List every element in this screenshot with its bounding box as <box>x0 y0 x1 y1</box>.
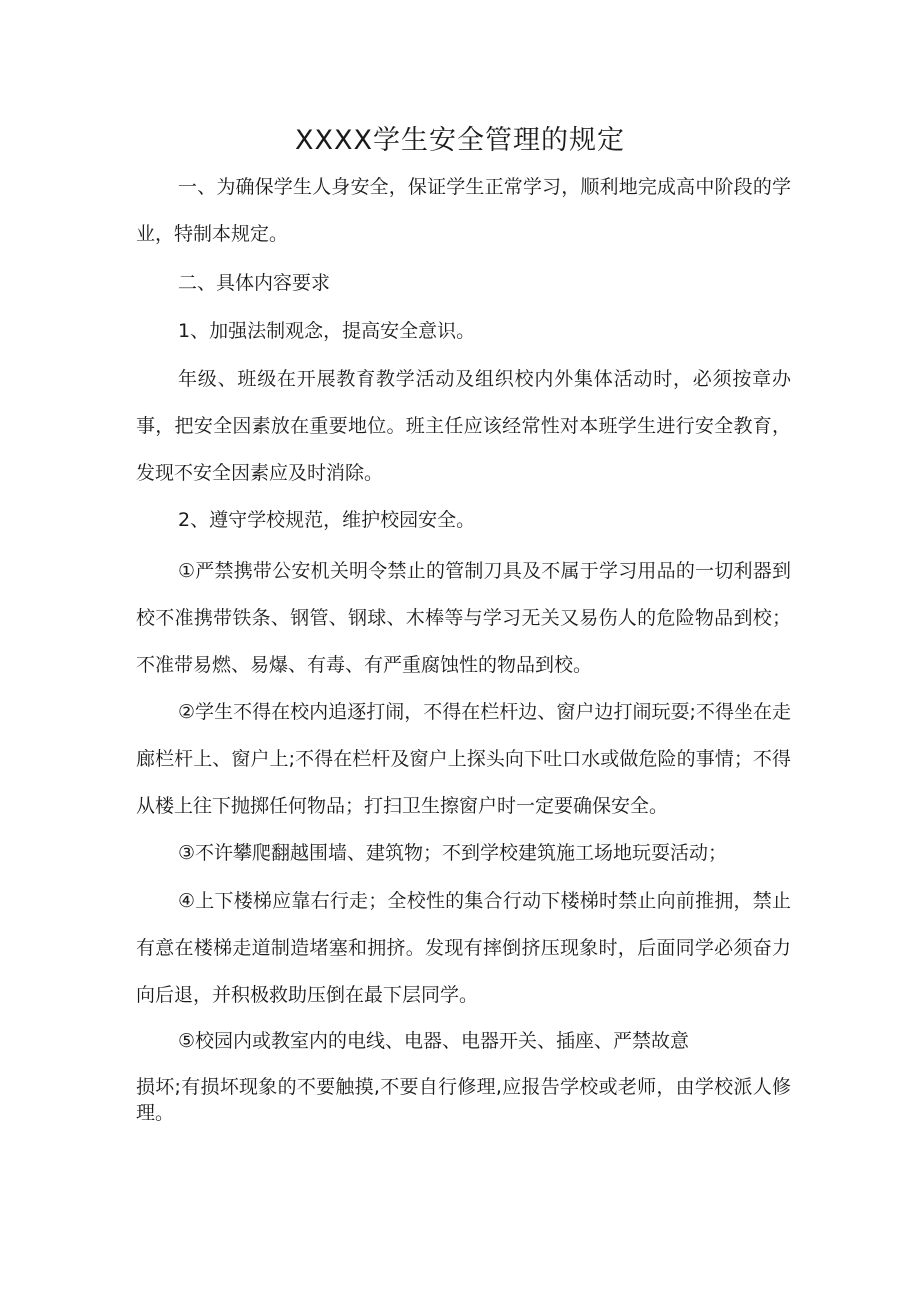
paragraph-item-2-heading: 2、遵守学校规范，维护校园安全。 <box>178 509 476 531</box>
paragraph-rule-3: ③不许攀爬翻越围墙、建筑物；不到学校建筑施工场地玩耍活动； <box>178 842 728 864</box>
paragraph-rule-4: ④上下楼梯应靠右行走；全校性的集合行动下楼梯时禁止向前推拥，禁止有意在楼梯走道制造堵塞和拥挤。发现有摔倒挤压现象时，后面同学必须奋力向后退，并积极救助压倒在最下层同学。 <box>136 890 791 1006</box>
paragraph-rule-5: ⑤校园内或教室内的电线、电器、电器开关、插座、严禁故意 <box>178 1030 690 1052</box>
paragraph-rule-1: ①严禁携带公安机关明令禁止的管制刀具及不属于学习用品的一切利器到校不准携带铁条、钢管、钢球、木棒等与学习无关又易伤人的危险物品到校；不准带易燃、易爆、有毒、有严重腐蚀性的物品到校。 <box>136 560 791 676</box>
paragraph-purpose: 一、为确保学生人身安全，保证学生正常学习，顺利地完成高中阶段的学业，特制本规定。 <box>136 176 791 245</box>
paragraph-rule-5-continued: 损坏;有损坏现象的不要触摸,不要自行修理,应报告学校或老师，由学校派人修理。 <box>136 1076 791 1124</box>
paragraph-section-heading: 二、具体内容要求 <box>178 272 331 294</box>
document-title: XXXX学生安全管理的规定 <box>295 125 625 156</box>
paragraph-item-1-heading: 1、加强法制观念，提高安全意识。 <box>178 320 476 342</box>
paragraph-item-1-body: 年级、班级在开展教育教学活动及组织校内外集体活动时，必须按章办事，把安全因素放在重要地位。班主任应该经常性对本班学生进行安全教育，发现不安全因素应及时消除。 <box>136 368 791 484</box>
paragraph-rule-2: ②学生不得在校内追逐打闹，不得在栏杆边、窗户边打闹玩耍;不得坐在走廊栏杆上、窗户上;不得在栏杆及窗户上探头向下吐口水或做危险的事情；不得从楼上往下抛掷任何物品；打扫卫生擦窗户时一定要确保安全。 <box>136 701 791 817</box>
